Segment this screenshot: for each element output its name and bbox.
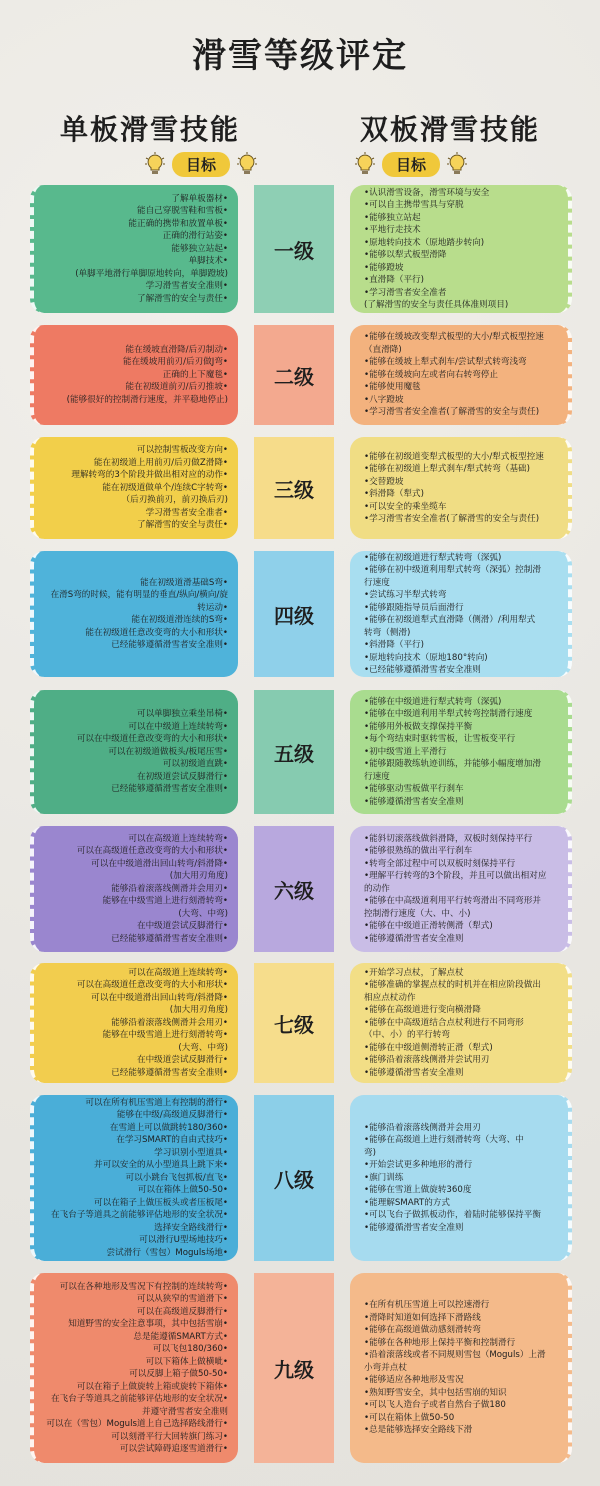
skill-item: 可以在高级道反脚滑行• (136, 1306, 228, 1317)
snowboard-skills-box (30, 963, 238, 1083)
level-label: 九级 (254, 1273, 334, 1463)
skill-item: （中、小）的平行转弯 (364, 1030, 450, 1041)
skill-item: 可以在所有机压雪道上有控制的滑行• (85, 1097, 228, 1108)
skill-item: 可以滑行U型场地技巧• (139, 1235, 228, 1246)
snowboard-skills-box (30, 325, 238, 425)
skill-item: 已经能够遵循滑雪者安全准则• (111, 1067, 228, 1078)
ski-skills-box (350, 551, 572, 677)
skill-item: •能够独立站起 (364, 212, 421, 223)
ski-skills-box (350, 1273, 572, 1463)
skill-item: 可以在高级道上连续转弯• (128, 967, 228, 978)
skill-item: 小弯并点杖 (364, 1362, 407, 1373)
goal-pill: 目标 (382, 152, 440, 177)
skill-item: 能在缓坡直滑降/后刃制动• (125, 344, 228, 355)
skill-item: 能够沿着滚落线侧滑并会用刃• (111, 883, 228, 894)
ski-header: 双板滑雪技能 (359, 113, 540, 146)
level-row (0, 437, 600, 539)
skill-item: 在滑S弯的时候，能有明显的垂直/纵向/横向/旋 (50, 590, 228, 600)
skill-item: 在飞台子等道具之前能够评估地形的安全状况• (51, 1210, 228, 1221)
skill-item: 已经能够遵循滑雪者安全准则• (111, 784, 228, 795)
level-label: 四级 (254, 551, 334, 677)
skill-item: •能够跟随教练轨迹训练，并能够小幅度增加滑 (364, 759, 541, 770)
skill-item: 弯) (364, 1147, 376, 1158)
skill-item: •能够在高级道上进行刻滑转弯（大弯、中 (364, 1135, 524, 1146)
skill-item: 可以在高级道任意改变弯的大小和形状• (76, 846, 228, 857)
skill-item: •旗门训练 (364, 1172, 404, 1183)
skill-item: •开始学习点杖，了解点杖 (364, 967, 464, 978)
snowboard-goal-label (144, 152, 258, 176)
skill-item: 正确的滑行站姿• (162, 231, 228, 242)
skill-item: •能够在雪道上做旋转360度 (364, 1185, 472, 1196)
skill-item: •初中级雪道上平滑行 (364, 746, 447, 757)
skill-item: •可以安全的乘坐缆车 (364, 501, 447, 512)
skill-item: 能够在中级雪道上进行刻滑转弯• (102, 896, 228, 907)
lightbulb-icon (236, 152, 258, 176)
skill-item: 可以在箱体上做50-50• (137, 1185, 228, 1196)
skill-item: 转弯（侧滑) (364, 627, 411, 638)
skill-item: •能够蹬坡 (364, 262, 404, 273)
skill-item: 能够在中级/高级道反脚滑行• (116, 1110, 228, 1121)
level-row (0, 325, 600, 425)
skill-item: 在初级道尝试反脚滑行• (136, 771, 228, 782)
level-label: 五级 (254, 690, 334, 814)
skill-item: 相应点杖动作 (364, 992, 416, 1003)
skill-item: •尝试练习半犁式转弯 (364, 590, 447, 600)
skill-item: •能够在各种地形上保持平衡和控制滑行 (364, 1337, 516, 1348)
level-label: 六级 (254, 826, 334, 952)
skill-item: 行速度 (364, 771, 390, 782)
skill-item: •原地转向技术（原地踏步转向) (364, 237, 485, 248)
skill-item: 了解单板器材• (171, 193, 228, 204)
skill-item: •滑降时知道如何选择下滑路线 (364, 1312, 481, 1323)
level-label: 三级 (254, 437, 334, 539)
skill-item: •可以飞人造台子或者自然台子做180 (364, 1400, 506, 1411)
skill-item: 可以控制雪板改变方向• (136, 445, 228, 456)
skill-item: (了解滑雪的安全与责任具体准则项目) (364, 300, 509, 310)
skill-item: •能够在中高级道利用平行转弯滑出不同弯形并 (364, 896, 541, 907)
skill-item: 可以从狭窄的雪道滑下• (136, 1294, 228, 1304)
skill-item: 知道野雪的安全注意事项，其中包括雪崩• (68, 1319, 228, 1329)
skill-item: •能够在缓坡上犁式刹车/尝试犁式转弯浅弯 (364, 357, 527, 368)
skill-item: 可以反脚上箱子做50-50• (129, 1369, 228, 1379)
skill-item: (加大用刃角度) (169, 871, 228, 882)
level-row (0, 185, 600, 313)
skill-item: •能够在中级道侧滑转正滑（犁式) (364, 1042, 493, 1053)
skill-item: 学习识别小型道具• (154, 1147, 228, 1158)
skill-item: 了解滑雪的安全与责任• (136, 520, 228, 531)
level-label: 八级 (254, 1095, 334, 1261)
snowboard-skills-box (30, 185, 238, 313)
snowboard-skills-box (30, 437, 238, 539)
skill-item: 可以在（雪包）Moguls道上自己选择路线滑行• (46, 1419, 228, 1429)
skill-item: 可以在箱子上做旋转上箱或旋转下箱体• (76, 1381, 228, 1392)
skill-item: 可以小跳台飞包抓板/直飞• (125, 1172, 228, 1183)
skill-item: 已经能够遵循滑雪者安全准则• (111, 933, 228, 944)
skill-item: •每个弯结束时驱转雪板，让雪板变平行 (364, 734, 516, 745)
skill-item: •能够遵循滑雪者安全准则 (364, 933, 464, 944)
skill-item: 转运动• (197, 602, 228, 613)
skill-item: 在中级道尝试反脚滑行• (136, 921, 228, 932)
skill-item: •能够在高级道进行变向横滑降 (364, 1005, 481, 1016)
skill-item: •能够在中级道进行犁式转弯（深弧) (364, 696, 502, 707)
skill-item: 学习滑雪者安全准者• (145, 507, 228, 518)
skill-item: •直滑降（平行) (364, 275, 424, 285)
skill-item: 总是能遵循SMART方式• (133, 1331, 228, 1342)
skill-item: •能够在初中级道利用犁式转弯（深弧）控制滑 (364, 565, 541, 575)
snowboard-skills-box (30, 1273, 238, 1463)
skill-item: •能够沿着滚落线侧滑并尝试用刃 (364, 1055, 490, 1066)
skill-item: 可以在高级道任意改变弯的大小和形状• (76, 980, 228, 991)
ski-skills-box (350, 1095, 572, 1261)
skill-item: •能理解SMART的方式 (364, 1197, 450, 1208)
skill-item: 可以尝试障碍追逐雪道滑行• (119, 1444, 228, 1454)
level-row (0, 826, 600, 952)
skill-item: 可以在初级道做板头/板尾压雪• (108, 746, 228, 757)
skill-item: 能在初级道上用前刃/后刃做Z滑降• (93, 457, 228, 468)
skill-item: •能够很熟练的做出平行刹车 (364, 846, 473, 857)
skill-item: •沿着滚落线或者不同规则雪包（Moguls）上滑 (364, 1350, 546, 1361)
skill-item: 能在初级道做单个/连续C字转弯• (102, 482, 228, 493)
skill-item: •能够遵循滑雪者安全准则 (364, 1222, 464, 1233)
skill-item: 可以在中级道滑出回山转弯/斜滑降• (91, 992, 228, 1003)
skill-item: •能够沿着滚落线侧滑并会用刃 (364, 1122, 481, 1133)
skill-item: (大弯、中弯) (178, 1042, 228, 1053)
skill-item: •能斜切滚落线做斜滑降，双板时刻保持平行 (364, 833, 533, 844)
skill-item: •能够在初级道变犁式板型的大小/犁式板型控速 (364, 451, 544, 462)
goal-pill: 目标 (172, 152, 230, 177)
skill-item: •平地行走技术 (364, 225, 421, 235)
skill-item: •学习滑雪者安全准者(了解滑雪的安全与责任) (364, 407, 540, 418)
skill-item: •能够在中高级道结合点杖利进行不同弯形 (364, 1017, 524, 1028)
skill-item: 理解转弯的3个阶段并做出相对应的动作• (71, 470, 228, 481)
skill-item: 能自己穿脱雪鞋和雪板• (136, 206, 228, 217)
skill-item: 已经能够遵循滑雪者安全准则• (111, 640, 228, 650)
level-row (0, 1095, 600, 1261)
skill-item: 能在初级道任意改变弯的大小和形状• (85, 627, 228, 638)
skill-item: •学习滑雪者安全准者 (364, 287, 447, 298)
skill-item: •已经能够遵循滑雪者安全准则 (364, 665, 481, 675)
level-label: 一级 (254, 185, 334, 313)
skill-item: •认识滑雪设备，滑雪环境与安全 (364, 187, 490, 198)
skill-item: （后刃换前刃，前刃换后刃) (121, 495, 228, 506)
skill-item: •能够准确的掌握点杖的时机并在相应阶段做出 (364, 980, 541, 991)
skill-item: 在中级道尝试反脚滑行• (136, 1055, 228, 1066)
skill-item: •能够在初级道进行犁式转弯（深弧) (364, 552, 502, 563)
skill-item: •能够遵循滑雪者安全准则 (364, 1067, 464, 1078)
skill-item: 了解滑雪的安全与责任• (136, 293, 228, 304)
skill-item: 可以在中级道滑出回山转弯/斜滑降• (91, 858, 228, 869)
snowboard-skills-box (30, 1095, 238, 1261)
skill-item: 能在初级道前刃/后刃推坡• (125, 382, 228, 393)
skill-item: 能够在中级雪道上进行刻滑转弯• (102, 1030, 228, 1041)
skill-item: •转弯全部过程中可以双板时刻保持平行 (364, 858, 516, 869)
skill-item: 能够沿着滚落线侧滑并会用刃• (111, 1017, 228, 1028)
skill-item: 在飞台子等道具之前能够评估地形的安全状况• (51, 1394, 228, 1404)
level-row (0, 1273, 600, 1463)
skill-item: •斜滑降（犁式) (364, 489, 424, 499)
skill-item: •能够遵循滑雪者安全准则 (364, 796, 464, 807)
snowboard-header: 单板滑雪技能 (59, 113, 240, 146)
skill-item: •能够驱动雪板做平行刹车 (364, 784, 464, 795)
skill-item: 可以飞包180/360• (152, 1344, 228, 1354)
skill-item: •斜滑降（平行) (364, 640, 424, 650)
skill-item: 并可以安全的从小型道具上跳下来• (94, 1160, 228, 1171)
skill-item: 能正确的携带和放置单板• (128, 218, 228, 229)
skill-item: •能够使用魔毯 (364, 382, 421, 393)
ski-skills-box (350, 437, 572, 539)
skill-item: •学习滑雪者安全准者(了解滑雪的安全与责任) (364, 514, 540, 524)
skill-item: 选择安全路线滑行• (154, 1222, 228, 1233)
skill-item: (单脚平地滑行单脚原地转向，单脚蹬坡) (75, 268, 228, 279)
ski-skills-box (350, 963, 572, 1083)
skill-item: 在学习SMART的自由式技巧• (116, 1135, 228, 1146)
skill-item: •能够在缓坡向左或者向右转弯停止 (364, 369, 498, 380)
skill-item: 控制滑行速度（大、中、小) (364, 908, 471, 919)
skill-item: 可以单脚独立乘坐吊椅• (136, 709, 228, 720)
skill-item: (加大用刃角度) (169, 1005, 228, 1016)
page-title: 滑雪等级评定 (192, 36, 408, 76)
level-row (0, 551, 600, 677)
skill-item: 可以在高级道上连续转弯• (128, 833, 228, 844)
skill-item: 尝试滑行（雪包）Moguls场地• (106, 1247, 228, 1258)
ski-skills-box (350, 826, 572, 952)
skill-item: •能够在中级道利用半犁式转弯控制滑行速度 (364, 709, 533, 720)
skill-item: •八字蹬坡 (364, 394, 404, 405)
snowboard-skills-box (30, 551, 238, 677)
skill-item: 能在初级道滑基础S弯• (140, 577, 228, 588)
skill-item: •熟知野雪安全，其中包括雪崩的知识 (364, 1387, 507, 1398)
skill-item: 单脚技术• (188, 256, 228, 267)
skill-item: •能够跟随指导员后面滑行 (364, 602, 464, 613)
skill-item: •能够在初级道犁式直滑降（侧滑）/利用犁式 (364, 615, 536, 625)
skill-item: •可以在箱体上做50-50 (364, 1412, 455, 1423)
skill-item: 行速度 (364, 577, 390, 588)
skill-item: 可以初级道直跳• (162, 759, 228, 770)
skill-item: 可以在箱子上做压板头或者压板尾• (94, 1197, 228, 1208)
ski-goal-label (354, 152, 468, 176)
skill-item: •原地转向技术（原地180°转向) (364, 652, 488, 663)
lightbulb-icon (354, 152, 376, 176)
skill-item: 在雪道上可以做跳转180/360• (109, 1122, 228, 1133)
skill-item: •能够在初级道上犁式刹车/犁式转弯（基础) (364, 464, 531, 474)
skill-item: 可以在中级道任意改变弯的大小和形状• (76, 734, 228, 745)
level-label: 七级 (254, 963, 334, 1083)
ski-skills-box (350, 325, 572, 425)
ski-skills-box (350, 690, 572, 814)
skill-item: 的动作 (364, 883, 390, 894)
skill-item: •总是能够选择安全路线下滑 (364, 1425, 473, 1436)
skill-item: •能够以犁式板型滑降 (364, 250, 447, 260)
ski-skills-box (350, 185, 572, 313)
skill-item: •可以飞台子做抓板动作，着陆时能够保持平衡 (364, 1210, 541, 1221)
level-row (0, 690, 600, 814)
skill-item: •理解平行转弯的3个阶段，并且可以做出相对应 (364, 871, 547, 882)
skill-item: •在所有机压雪道上可以控速滑行 (364, 1300, 490, 1311)
skill-item: 能够独立站起• (171, 243, 228, 254)
lightbulb-icon (446, 152, 468, 176)
skill-item: •能够适应各种地形及雪况 (364, 1375, 464, 1386)
skill-item: 可以在各种地形及雪况下有控制的连续转弯• (59, 1281, 228, 1292)
snowboard-skills-box (30, 826, 238, 952)
skill-item: 能在缓坡用前刃/后刃做J弯• (122, 357, 228, 368)
skill-item: 可以下箱体上做横呲• (145, 1356, 228, 1367)
skill-item: 正确的上下魔毯• (162, 369, 228, 380)
skill-item: (大弯、中弯) (178, 908, 228, 919)
level-row (0, 963, 600, 1083)
level-label: 二级 (254, 325, 334, 425)
skill-item: (能够很好的控制滑行速度，并平稳地停止) (66, 394, 228, 405)
snowboard-skills-box (30, 690, 238, 814)
skill-item: •开始尝试更多种地形的滑行 (364, 1160, 473, 1171)
skill-item: •能够在缓坡改变犁式板型的大小/犁式板型控速 (364, 332, 544, 343)
skill-item: 并遵守滑雪者安全准则 (142, 1406, 228, 1417)
skill-item: 学习滑雪者安全准则• (145, 281, 228, 292)
skill-item: （直滑降) (364, 344, 402, 355)
skill-item: 可以在中级道上连续转弯• (128, 721, 228, 732)
lightbulb-icon (144, 152, 166, 176)
skill-item: •可以自主携带雪具与穿脱 (364, 200, 464, 210)
skill-item: •交替蹬坡 (364, 476, 404, 487)
skill-item: 可以刻滑平行大回转旗门练习• (111, 1431, 228, 1442)
skill-item: •能够用外板做支撑保持平衡 (364, 721, 473, 732)
skill-item: 能在初级道滑连续的S弯• (131, 615, 228, 625)
skill-item: •能够在中级道正滑转侧滑（犁式) (364, 921, 493, 932)
skill-item: •能够在高级道做动感刻滑转弯 (364, 1325, 481, 1336)
